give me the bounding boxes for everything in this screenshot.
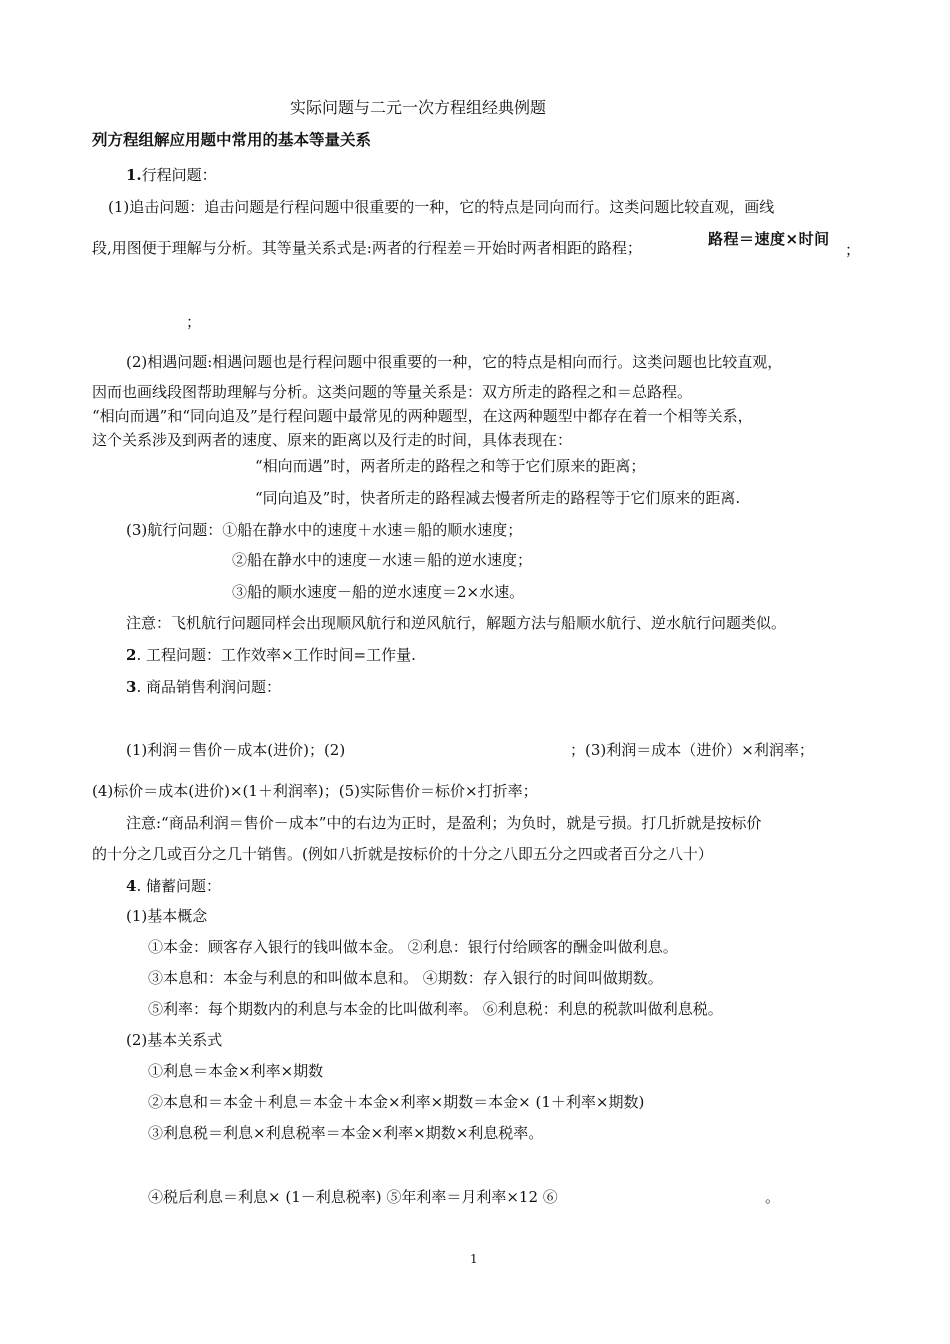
section-3-title: [126, 677, 281, 697]
profit-note-line-1: 注意:“商品利润＝售价－成本”中的右边为正时，是盈利；为负时，就是亏损。打几折就是按标价: [126, 814, 762, 832]
concept-line-1: ①本金：顾客存入银行的钱叫做本金。 ②利息：银行付给顾客的酬金叫做利息。: [148, 938, 678, 956]
relation-line-4-end: 。: [765, 1188, 781, 1206]
section-3-text: . 商品销售利润问题：: [136, 678, 281, 696]
relation-note-line-4: “同向追及”时，快者所走的路程减去慢者所走的路程等于它们原来的距离.: [255, 489, 741, 507]
section-3-number: 3: [126, 678, 137, 696]
sail-line-2: ②船在静水中的速度－水速＝船的逆水速度；: [232, 551, 533, 569]
section-1-name: 行程问题：: [141, 166, 217, 184]
relation-note-line-3: “相向而遇”时，两者所走的路程之和等于它们原来的距离；: [255, 457, 646, 475]
section-2-number: 2: [126, 646, 137, 664]
lone-semicolon: ；: [186, 313, 202, 331]
section-1-number: 1.: [126, 166, 142, 184]
profit-note-line-2: 的十分之几或百分之几十销售。(例如八折就是按标价的十分之八即五分之四或者百分之八十）: [92, 845, 713, 863]
profit-formula-4-5: (4)标价＝成本(进价)×(1＋利润率)；(5)实际售价＝标价×打折率；: [92, 782, 538, 800]
section-2-title: [126, 645, 416, 665]
concept-line-3: ⑤利率：每个期数内的利息与本金的比叫做利率。 ⑥利息税：利息的税款叫做利息税。: [148, 1000, 723, 1018]
section-4-number: 4: [126, 877, 137, 895]
concept-line-2: ③本息和：本金与利息的和叫做本息和。 ④期数：存入银行的时间叫做期数。: [148, 969, 663, 987]
chase-line-1: (1)追击问题：追击问题是行程问题中很重要的一种，它的特点是同向而行。这类问题比较直观，画线: [108, 198, 775, 216]
section-4-text: . 储蓄问题：: [136, 877, 221, 895]
formula-semicolon: ；: [845, 241, 861, 259]
section-2-text: . 工程问题：工作效率×工作时间=工作量.: [136, 646, 416, 664]
relation-line-2: ②本息和＝本金＋利息＝本金＋本金×利率×期数＝本金× (1＋利率×期数): [148, 1093, 645, 1111]
page-title: 实际问题与二元一次方程组经典例题: [290, 98, 547, 117]
relation-note-line-2: 这个关系涉及到两者的速度、原来的距离以及行走的时间，具体表现在：: [92, 431, 573, 449]
section-4-title: [126, 876, 221, 896]
profit-formula-3: ；(3)利润＝成本（进价）×利润率；: [570, 741, 814, 759]
concept-title: (1)基本概念: [126, 907, 208, 925]
profit-formula-1: (1)利润＝售价－成本(进价)；(2): [126, 741, 346, 759]
section-heading: 列方程组解应用题中常用的基本等量关系: [92, 131, 372, 149]
distance-formula-image: 路程＝速度×时间: [708, 230, 830, 248]
meet-line-1: (2)相遇问题:相遇问题也是行程问题中很重要的一种，它的特点是相向而行。这类问题也比较直观，: [126, 353, 783, 371]
sail-line-1: (3)航行问题：①船在静水中的速度＋水速＝船的顺水速度；: [126, 521, 523, 539]
meet-line-2: 因而也画线段图帮助理解与分析。这类问题的等量关系是：双方所走的路程之和＝总路程。: [92, 383, 693, 401]
relation-note-line-1: “相向而遇”和“同向追及”是行程问题中最常见的两种题型，在这两种题型中都存在着一个相等关系，: [92, 407, 753, 425]
relation-line-4: ④税后利息＝利息× (1－利息税率) ⑤年利率＝月利率×12 ⑥: [148, 1188, 558, 1206]
chase-line-2: 段,用图便于理解与分析。其等量关系式是:两者的行程差＝开始时两者相距的路程；: [92, 239, 642, 257]
relation-title: (2)基本关系式: [126, 1031, 223, 1049]
relation-line-1: ①利息＝本金×利率×期数: [148, 1062, 324, 1080]
sail-note: 注意：飞机航行问题同样会出现顺风航行和逆风航行，解题方法与船顺水航行、逆水航行问题类似。: [126, 614, 787, 632]
relation-line-3: ③利息税＝利息×利息税率＝本金×利率×期数×利息税率。: [148, 1124, 544, 1142]
sail-line-3: ③船的顺水速度－船的逆水速度＝2×水速。: [232, 583, 525, 601]
section-1-title: [126, 165, 217, 185]
page-number: 1: [470, 1252, 478, 1266]
